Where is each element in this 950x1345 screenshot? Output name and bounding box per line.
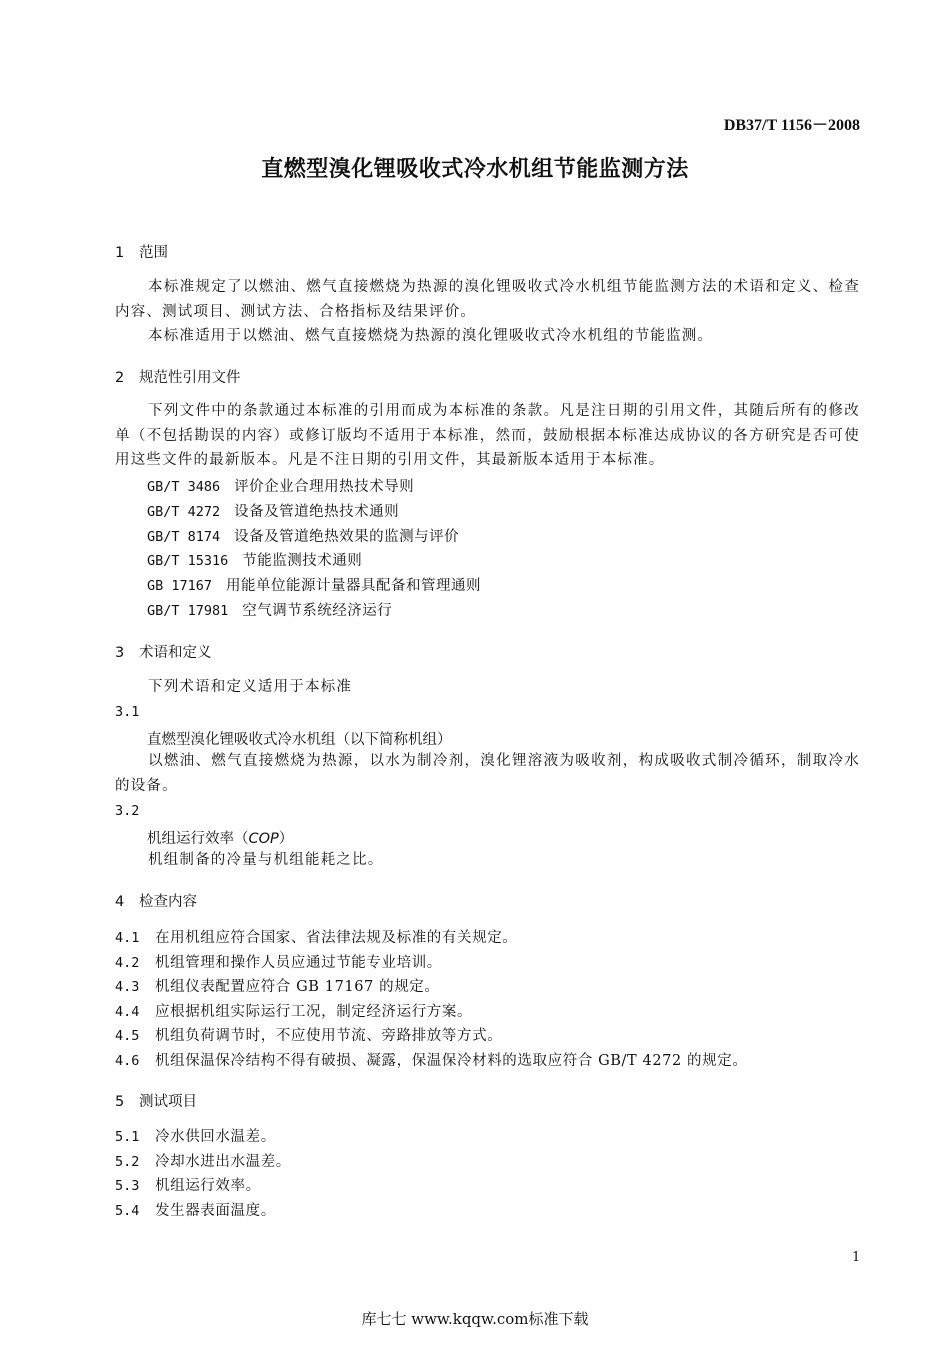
item-number: 4.5: [115, 1028, 140, 1045]
term-3-2: [147, 827, 293, 848]
reference-code: GB 17167: [147, 578, 213, 595]
reference-code: GB/T 3486: [147, 479, 221, 495]
item-number: 4.6: [115, 1052, 140, 1069]
reference-item: [147, 599, 481, 624]
reference-item: [147, 574, 481, 599]
item-text: 机组保温保冷结构不得有破损、凝露，保温保冷材料的选取应符合 GB/T 4272 的规定。: [155, 1052, 748, 1069]
reference-list: [147, 475, 481, 624]
reference-title: 节能监测技术通则: [242, 553, 363, 570]
reference-code: GB/T 8174: [147, 528, 221, 545]
document-title: 直燃型溴化锂吸收式冷水机组节能监测方法: [261, 157, 689, 182]
reference-code: GB/T 17981: [147, 602, 229, 619]
term-3-1-number: 3.1: [115, 704, 140, 720]
section-title: 测试项目: [139, 1094, 197, 1110]
item-text: 发生器表面温度。: [155, 1202, 276, 1219]
item-number: 5.3: [115, 1178, 140, 1195]
reference-item: [147, 549, 481, 574]
section-3-heading: [115, 641, 212, 662]
reference-item: [147, 500, 481, 525]
reference-title: 设备及管道绝热效果的监测与评价: [234, 528, 460, 545]
item-text: 冷却水进出水温差。: [155, 1153, 291, 1170]
term-3-1: 直燃型溴化锂吸收式冷水机组（以下简称机组）: [147, 732, 452, 748]
section-5-heading: [115, 1090, 197, 1111]
footer-watermark: 库七七 www.kqqw.com标准下载: [361, 1310, 589, 1328]
list-item: [115, 1024, 747, 1049]
section-1-para-1: 本标准规定了以燃油、燃气直接燃烧为热源的溴化锂吸收式冷水机组节能监测方法的术语和定义、检查内容、测试项目、测试方法、合格指标及结果评价。: [115, 279, 860, 320]
item-text: 在用机组应符合国家、省法律法规及标准的有关规定。: [155, 930, 518, 946]
reference-code: GB/T 15316: [147, 553, 229, 570]
item-text: 机组负荷调节时，不应使用节流、旁路排放等方式。: [155, 1028, 503, 1045]
item-number: 5.4: [115, 1202, 140, 1219]
term-3-2-number: 3.2: [115, 803, 140, 819]
section-4-items: [115, 926, 747, 1074]
list-item: [115, 975, 747, 1000]
section-2-para-1: 下列文件中的条款通过本标准的引用而成为本标准的条款。凡是注日期的引用文件，其随后所有的修改单（不包括勘误的内容）或修订版均不适用于本标准，然而，鼓励根据本标准达成协议的各方研究是否可使用这些文件的最新版本。凡是不注日期的引用文件，其最新版本适用于本标准。: [115, 403, 860, 468]
section-title: 规范性引用文件: [139, 370, 241, 386]
item-text: 机组运行效率。: [155, 1178, 261, 1195]
reference-title: 空气调节系统经济运行: [242, 602, 393, 619]
section-number: 3: [115, 645, 125, 661]
term-3-1-definition: 以燃油、燃气直接燃烧为热源，以水为制冷剂，溴化锂溶液为吸收剂，构成吸收式制冷循环，制取冷水的设备。: [115, 753, 860, 794]
term-abbr: COP: [248, 831, 279, 847]
list-item: [115, 1174, 291, 1199]
item-text: 应根据机组实际运行工况，制定经济运行方案。: [155, 1003, 473, 1020]
list-item: [115, 926, 747, 951]
reference-item: [147, 525, 481, 550]
item-number: 4.2: [115, 954, 140, 971]
list-item: [115, 1000, 747, 1025]
term-text-end: ）: [278, 831, 294, 847]
section-2-heading: [115, 366, 241, 387]
reference-item: [147, 475, 481, 500]
term-3-2-definition: 机组制备的冷量与机组能耗之比。: [148, 852, 384, 868]
item-number: 4.3: [115, 979, 140, 996]
item-text: 机组管理和操作人员应通过节能专业培训。: [155, 954, 442, 971]
section-number: 4: [115, 894, 125, 910]
standard-number: DB37/T 1156－2008: [723, 117, 860, 134]
section-4-heading: [115, 890, 197, 911]
item-number: 4.1: [115, 930, 140, 946]
section-3-intro: 下列术语和定义适用于本标准: [148, 679, 353, 695]
reference-title: 设备及管道绝热技术通则: [234, 503, 400, 520]
term-text: 机组运行效率（: [147, 831, 249, 847]
item-text: 机组仪表配置应符合 GB 17167 的规定。: [155, 979, 440, 996]
section-number: 2: [115, 370, 125, 386]
list-item: [115, 1199, 291, 1224]
section-1-heading: [115, 241, 168, 262]
reference-code: GB/T 4272: [147, 503, 221, 520]
section-5-items: [115, 1125, 291, 1223]
section-1-para-2: 本标准适用于以燃油、燃气直接燃烧为热源的溴化锂吸收式冷水机组的节能监测。: [148, 328, 714, 344]
list-item: [115, 1125, 291, 1150]
section-title: 术语和定义: [139, 645, 212, 661]
reference-title: 评价企业合理用热技术导则: [234, 479, 415, 495]
item-text: 冷水供回水温差。: [155, 1129, 276, 1145]
list-item: [115, 1150, 291, 1175]
reference-title: 用能单位能源计量器具配备和管理通则: [226, 578, 482, 595]
section-title: 检查内容: [139, 894, 197, 910]
item-number: 4.4: [115, 1003, 140, 1020]
item-number: 5.1: [115, 1129, 140, 1145]
section-title: 范围: [139, 245, 168, 261]
list-item: [115, 951, 747, 976]
page-number: 1: [852, 1250, 861, 1265]
item-number: 5.2: [115, 1153, 140, 1170]
list-item: [115, 1049, 747, 1074]
section-number: 5: [115, 1094, 125, 1110]
section-number: 1: [115, 245, 125, 261]
